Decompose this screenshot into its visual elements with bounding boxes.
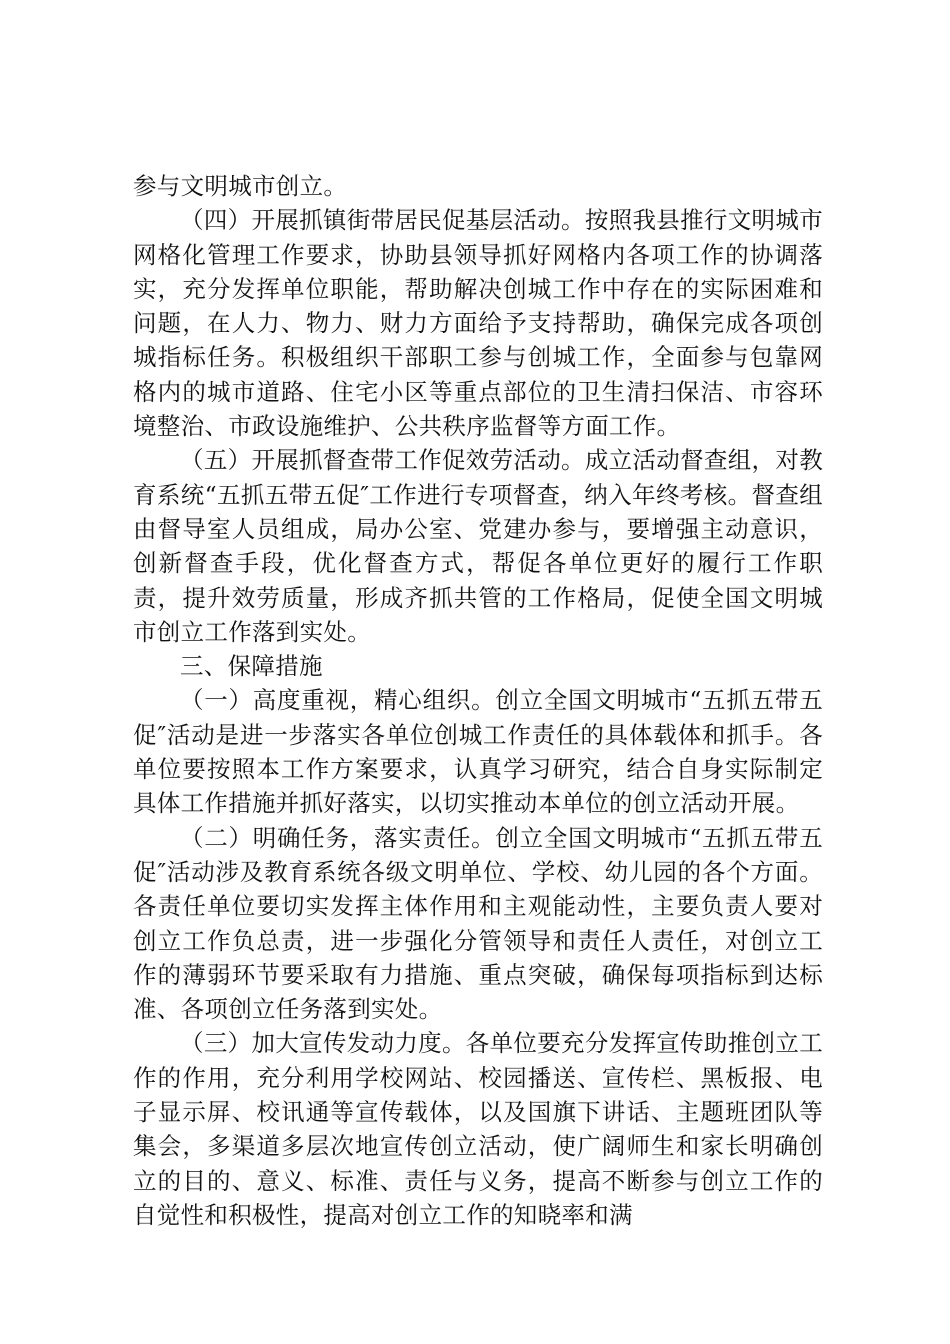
paragraph-section-5: （五）开展抓督查带工作促效劳活动。成立活动督查组，对教育系统“五抓五带五促″工作进行专项督查，纳入年终考核。督查组由督导室人员组成，局办公室、党建办参与，要增强主动意识，创新督查手段，优化督查方式，帮促各单位更好的履行工作职责，提升效劳质量，形成齐抓共管的工作格局，促使全国文明城市创立工作落到实处。 [133, 446, 823, 646]
paragraph-measure-2: （二）明确任务，落实责任。创立全国文明城市“五抓五带五促″活动涉及教育系统各级文明单位、学校、幼儿园的各个方面。各责任单位要切实发挥主体作用和主观能动性，主要负责人要对创立工作负总责，进一步强化分管领导和责任人责任，对创立工作的薄弱环节要采取有力措施、重点突破，确保每项指标到达标准、各项创立任务落到实处。 [133, 823, 823, 1024]
document-body [133, 169, 823, 1232]
paragraph-measure-3: （三）加大宣传发动力度。各单位要充分发挥宣传助推创立工作的作用，充分利用学校网站、校园播送、宣传栏、黑板报、电子显示屏、校讯通等宣传载体，以及国旗下讲话、主题班团队等集会，多渠道多层次地宣传创立活动，使广阔师生和家长明确创立的目的、意义、标准、责任与义务，提高不断参与创立工作的自觉性和积极性，提高对创立工作的知晓率和满 [133, 1029, 823, 1229]
heading-safeguard-measures: 三、保障措施 [180, 652, 323, 681]
paragraph-section-4: （四）开展抓镇街带居民促基层活动。按照我县推行文明城市网格化管理工作要求，协助县领导抓好网格内各项工作的协调落实，充分发挥单位职能，帮助解决创城工作中存在的实际困难和问题，在人力、物力、财力方面给予支持帮助，确保完成各项创城指标任务。积极组织干部职工参与创城工作，全面参与包靠网格内的城市道路、住宅小区等重点部位的卫生清扫保洁、市容环境整治、市政设施维护、公共秩序监督等方面工作。 [133, 206, 823, 441]
paragraph-measure-1: （一）高度重视，精心组织。创立全国文明城市“五抓五带五促″活动是进一步落实各单位创城工作责任的具体载体和抓手。各单位要按照本工作方案要求，认真学习研究，结合自身实际制定具体工作措施并抓好落实，以切实推动本单位的创立活动开展。 [133, 686, 823, 818]
paragraph-continuation: 参与文明城市创立。 [133, 172, 348, 200]
